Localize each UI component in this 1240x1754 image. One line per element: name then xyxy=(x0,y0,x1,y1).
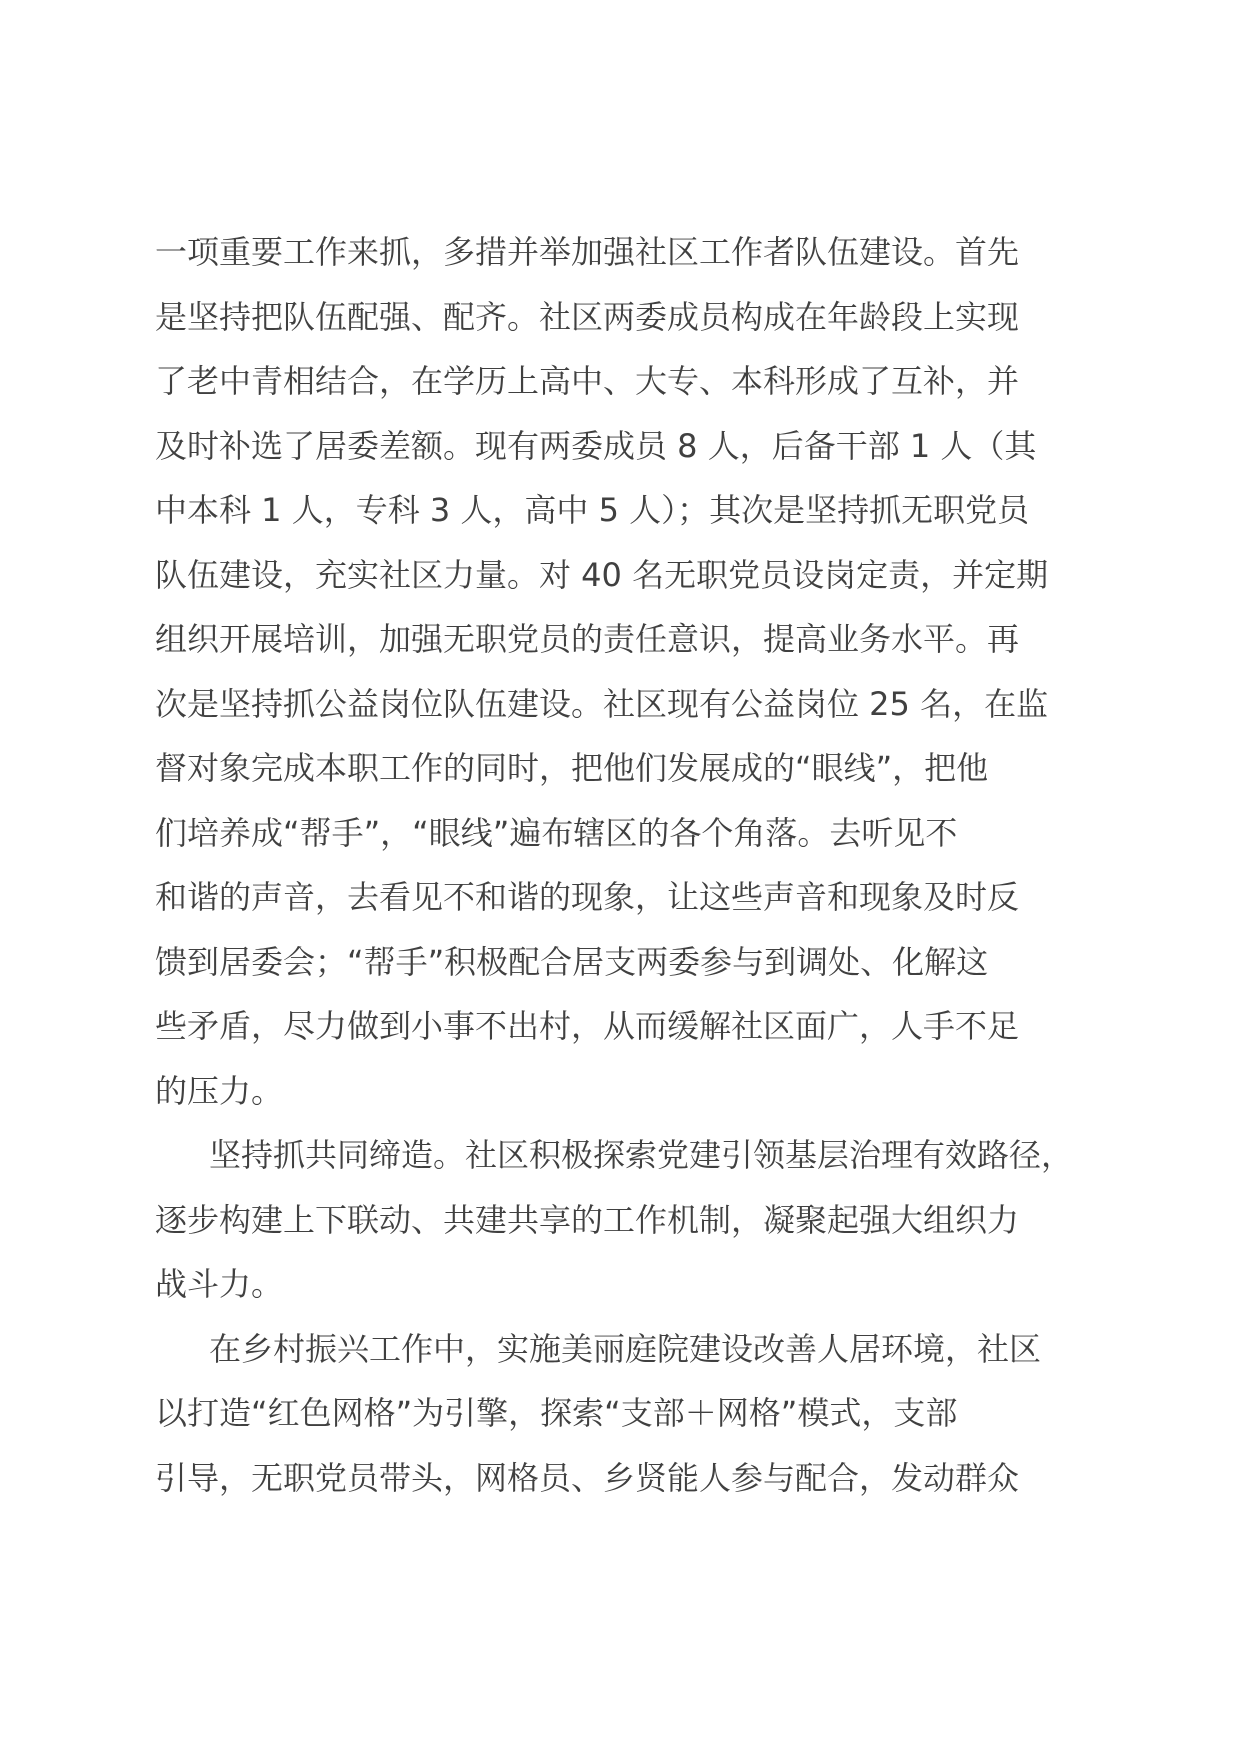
text-line: 引导，无职党员带头，网格员、乡贤能人参与配合，发动群众 xyxy=(155,1458,1020,1497)
body-text xyxy=(155,220,1115,1510)
text-line: 督对象完成本职工作的同时，把他们发展成的“眼线”，把他 xyxy=(155,749,989,787)
text-line: 中本科 1 人，专科 3 人，高中 5 人）；其次是坚持抓无职党员 xyxy=(155,491,1030,529)
paragraph-start-line: 在乡村振兴工作中，实施美丽庭院建设改善人居环境，社区 xyxy=(209,1329,1042,1368)
text-line: 一项重要工作来抓，多措并举加强社区工作者队伍建设。首先 xyxy=(155,233,1020,271)
text-line: 是坚持把队伍配强、配齐。社区两委成员构成在年龄段上实现 xyxy=(155,297,1020,336)
text-line: 逐步构建上下联动、共建共享的工作机制，凝聚起强大组织力 xyxy=(155,1200,1020,1239)
text-line: 了老中青相结合，在学历上高中、大专、本科形成了互补，并 xyxy=(155,362,1020,400)
text-line: 们培养成“帮手”，“眼线”遍布辖区的各个角落。去听见不 xyxy=(155,813,958,852)
text-line: 队伍建设，充实社区力量。对 40 名无职党员设岗定责，并定期 xyxy=(155,555,1049,594)
text-line: 的压力。 xyxy=(155,1071,284,1110)
text-line: 馈到居委会；“帮手”积极配合居支两委参与到调处、化解这 xyxy=(155,942,989,981)
text-line: 组织开展培训，加强无职党员的责任意识，提高业务水平。再 xyxy=(155,620,1020,658)
text-line: 以打造“红色网格”为引擎，探索“支部＋网格”模式，支部 xyxy=(155,1394,958,1432)
text-line: 及时补选了居委差额。现有两委成员 8 人，后备干部 1 人（其 xyxy=(155,426,1037,465)
text-line: 次是坚持抓公益岗位队伍建设。社区现有公益岗位 25 名，在监 xyxy=(155,684,1049,723)
text-line: 战斗力。 xyxy=(155,1265,284,1303)
text-line: 些矛盾，尽力做到小事不出村，从而缓解社区面广，人手不足 xyxy=(155,1007,1020,1045)
paragraph-start-line: 坚持抓共同缔造。社区积极探索党建引领基层治理有效路径， xyxy=(209,1136,1074,1174)
text-line: 和谐的声音，去看见不和谐的现象，让这些声音和现象及时反 xyxy=(155,878,1020,916)
